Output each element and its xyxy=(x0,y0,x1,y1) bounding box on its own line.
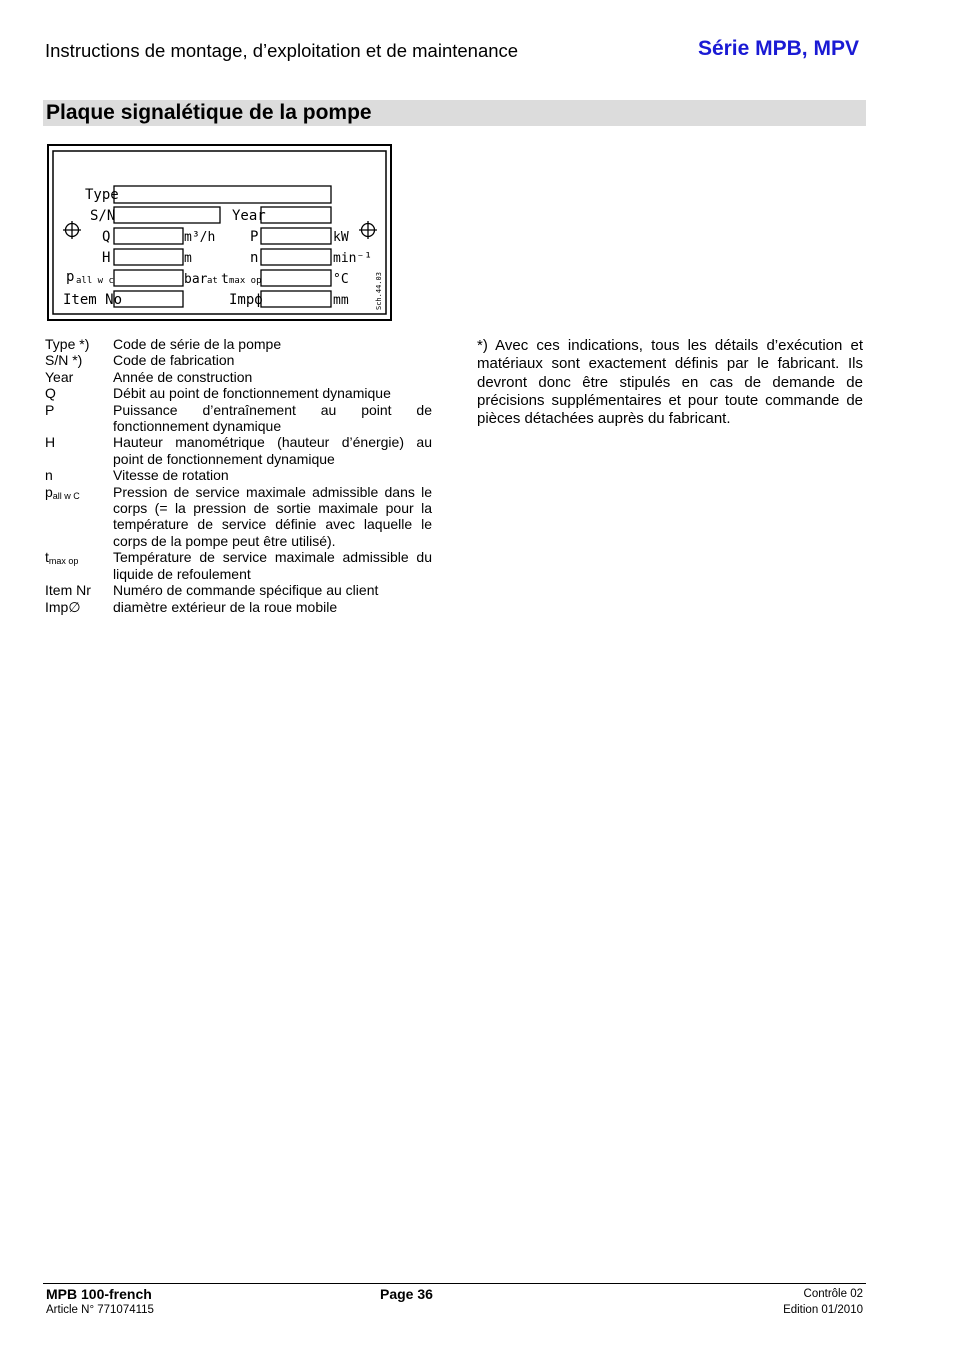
plate-unit-n: min⁻¹ xyxy=(333,251,373,266)
legend-row xyxy=(45,484,432,550)
legend-description: Pression de service maximale admissible dans le corps (= la pression de sortie maximale pour la température de service définie avec laquelle le corps de la pompe peut être utilisé). xyxy=(113,483,432,549)
legend-description: Vitesse de rotation xyxy=(113,467,229,484)
plate-label-item: Item No xyxy=(63,292,123,308)
plate-label-t: t xyxy=(221,272,229,287)
plate-label-year: Year xyxy=(232,208,266,224)
plate-label-h: H xyxy=(102,250,111,266)
legend-symbol: Imp∅ xyxy=(45,598,81,615)
legend-symbol: H xyxy=(45,434,56,451)
legend-description: diamètre extérieur de la roue mobile xyxy=(113,598,338,615)
legend-symbol: n xyxy=(45,467,53,484)
legend-row xyxy=(45,402,432,435)
plate-label-pall: p xyxy=(66,269,75,285)
legend-symbol: $p_{all w C}$ xyxy=(45,483,80,501)
legend-description: Code de fabrication xyxy=(113,352,235,369)
legend-description: Puissance d’entraînement au point de fonctionnement dynamique xyxy=(113,401,432,435)
plate-unit-h: m xyxy=(184,251,192,266)
legend-description: Année de construction xyxy=(113,368,253,385)
legend-symbol: P xyxy=(45,401,55,418)
legend-row xyxy=(45,352,432,368)
legend-row xyxy=(45,369,432,385)
plate-drawing-code: Sch.44.03 xyxy=(375,272,383,310)
document-title: Instructions de montage, d’exploitation et de maintenance xyxy=(45,40,519,61)
footer-divider xyxy=(43,1283,866,1284)
series-title: Série MPB, MPV xyxy=(697,37,859,60)
legend-description: Hauteur manométrique (hauteur d’énergie) au point de fonctionnement dynamique xyxy=(113,434,432,467)
plate-label-sn: S/N xyxy=(90,208,116,224)
plate-unit-mm: mm xyxy=(333,293,349,308)
legend-description: Code de série de la pompe xyxy=(113,336,282,352)
plate-unit-q: m³/h xyxy=(184,230,216,245)
section-title: Plaque signalétique de la pompe xyxy=(46,101,372,124)
legend-row xyxy=(45,582,432,598)
legend-row xyxy=(45,434,432,467)
plate-unit-c: °C xyxy=(333,272,349,287)
legend-row xyxy=(45,336,432,352)
plate-unit-p: kW xyxy=(333,230,349,245)
legend-symbol: Q xyxy=(45,385,56,402)
footer-article-number: Article N° 771074115 xyxy=(46,1304,154,1316)
legend-symbol: Year xyxy=(45,368,74,385)
manufacturer-note: *) Avec ces indications, tous les détails d’exécution et matériaux sont exactement définis par le fabricant. Ils devront donc être stipulés en cas de demande de précisions supplémentaires et pour toute commande de pièces détachées auprès du fabricant. xyxy=(477,337,863,428)
legend-description: Débit au point de fonctionnement dynamique xyxy=(113,385,391,402)
legend-row xyxy=(45,599,432,615)
legend-description: Température de service maximale admissible du liquide de refoulement xyxy=(113,549,432,582)
footer-control: Contrôle 02 xyxy=(803,1288,863,1300)
legend-symbol: $t_{max op}$ xyxy=(45,549,79,567)
legend-row xyxy=(45,549,432,582)
plate-label-type: Type xyxy=(85,187,119,203)
legend-row xyxy=(45,385,432,401)
plate-label-tmax-sub: max op xyxy=(229,276,262,286)
legend-symbol: S/N *) xyxy=(45,352,83,369)
footer-document-id: MPB 100-french xyxy=(46,1286,152,1302)
plate-label-n: n xyxy=(250,250,259,266)
section-heading-bar xyxy=(43,100,866,126)
legend-symbol: Type *) xyxy=(45,336,90,352)
plate-label-q: Q xyxy=(102,229,111,245)
plate-label-imp: Impϕ xyxy=(229,292,263,308)
nameplate-figure xyxy=(43,142,395,327)
plate-label-pall-sub: all w c xyxy=(76,276,114,286)
footer-edition: Edition 01/2010 xyxy=(783,1304,863,1316)
symbol-legend xyxy=(45,336,432,615)
footer-page-number: Page 36 xyxy=(380,1286,433,1302)
legend-description: Numéro de commande spécifique au client xyxy=(113,582,379,599)
legend-row xyxy=(45,467,432,483)
plate-label-p: P xyxy=(250,229,259,245)
plate-label-at: at xyxy=(207,276,218,286)
legend-symbol: Item Nr xyxy=(45,582,91,599)
plate-unit-bar: bar xyxy=(184,272,208,287)
